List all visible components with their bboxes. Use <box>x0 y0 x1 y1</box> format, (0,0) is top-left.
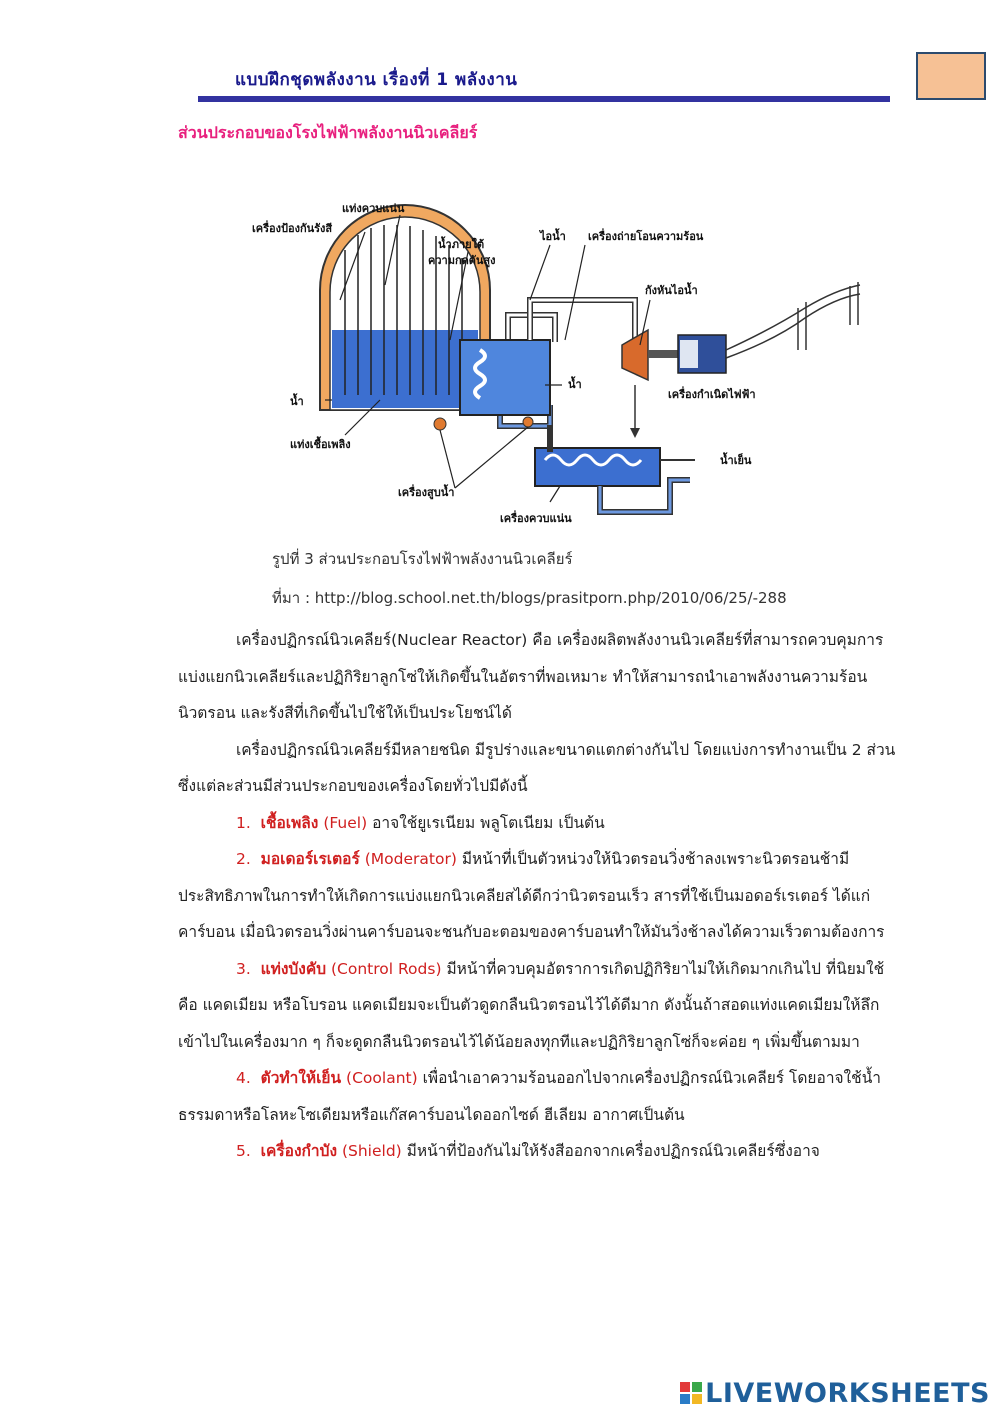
item-text: มีหน้าที่ควบคุมอัตราการเกิดปฏิกิริยาไม่ให้เกิดมากเกินไป ที่นิยมใช้คือ แคดเมียม หรือโบรอน แคดเมียมจะเป็นตัวดูดกลืนนิวตรอนไว้ได้ดีมาก ดังนั้นถ้าสอดแท่งแคดเมียมให้ลึกเข้าไปในเครื่องมาก ๆ ก็จะดูดกลืนนิวตรอนไว้ได้น้อยลงทุกทีและปฏิกิริยาลูกโซ่ก็จะค่อย ๆ เพิ่มขึ้นตามมา <box>178 959 885 1051</box>
item-number: 1. <box>236 813 251 832</box>
secondary-pump <box>523 417 533 427</box>
label-control-rod: แท่งควบแน่น <box>342 202 405 215</box>
list-item <box>178 1060 898 1133</box>
item-text: อาจใช้ยูเรเนียม พลูโตเนียม เป็นต้น <box>372 813 605 832</box>
item-number: 3. <box>236 959 251 978</box>
item-english: (Shield) <box>341 1142 402 1160</box>
primary-pump <box>434 418 446 430</box>
header-title: แบบฝึกชุดพลังงาน เรื่องที่ 1 พลังงาน <box>235 70 518 90</box>
item-english: (Moderator) <box>364 850 457 868</box>
label-water-left: น้ำ <box>290 395 304 408</box>
heat-exchanger-box <box>460 340 550 415</box>
label-condenser: เครื่องควบแน่น <box>500 512 572 525</box>
item-term: เชื้อเพลิง <box>260 813 319 832</box>
list-item <box>178 1133 898 1170</box>
item-term: แท่งบังคับ <box>260 959 327 978</box>
item-text: มีหน้าที่เป็นตัวหน่วงให้นิวตรอนวิ่งช้าลงเพราะนิวตรอนช้ามีประสิทธิภาพในการทำให้เกิดการแบ่งแยกนิวเคลียสได้ดีกว่านิวตรอนเร็ว สารที่ใช้เป็นมอดอร์เรเตอร์ ได้แก่ คาร์บอน เมื่อนิวตรอนวิ่งผ่านคาร์บอนจะชนกับอะตอมของคาร์บอนทำให้มันวิ่งช้าลงได้ความเร็วตามต้องการ <box>178 850 885 941</box>
item-term: ตัวทำให้เย็น <box>260 1069 342 1087</box>
label-pump: เครื่องสูบน้ำ <box>398 486 455 499</box>
label-steam: ไอน้ำ <box>540 230 566 243</box>
list-item <box>178 805 898 842</box>
item-text: มีหน้าที่ป้องกันไม่ให้รังสีออกจากเครื่องปฏิกรณ์นิวเคลียร์ซึ่งอาจ <box>406 1142 820 1160</box>
liveworksheets-mark-icon <box>680 1382 702 1404</box>
figure-source: ที่มา : http://blog.school.net.th/blogs/prasitporn.php/2010/06/25/-288 <box>272 589 787 607</box>
reactor-water <box>332 330 478 408</box>
label-pressurized-water: น้ำภายใต้ <box>438 238 485 251</box>
label-generator: เครื่องกำเนิดไฟฟ้า <box>668 388 756 401</box>
label-heat-exchanger: เครื่องถ่ายโอนความร้อน <box>588 230 704 243</box>
paragraph-2: เครื่องปฏิกรณ์นิวเคลียร์มีหลายชนิด มีรูปร่างและขนาดแตกต่างกันไป โดยแบ่งการทำงานเป็น 2 ส่วน ซึ่งแต่ละส่วนมีส่วนประกอบของเครื่องโดยทั่วไปมีดังนี้ <box>178 740 896 795</box>
figure-caption: รูปที่ 3 ส่วนประกอบโรงไฟฟ้าพลังงานนิวเคลียร์ <box>272 550 573 568</box>
label-shield: เครื่องป้องกันรังสี <box>252 222 333 235</box>
list-item <box>178 841 898 951</box>
header-divider <box>198 96 890 102</box>
label-turbine: กังหันไอน้ำ <box>645 284 698 297</box>
section-title: ส่วนประกอบของโรงไฟฟ้าพลังงานนิวเคลียร์ <box>178 123 478 142</box>
paragraph-1: เครื่องปฏิกรณ์นิวเคลียร์(Nuclear Reactor) คือ เครื่องผลิตพลังงานนิวเคลียร์ที่สามารถควบคุมการแบ่งแยกนิวเคลียร์และปฏิกิริยาลูกโซ่ให้เกิดขึ้นในอัตราที่พอเหมาะ ทำให้สามารถนำเอาพลังงานความร้อน นิวตรอน และรังสีที่เกิดขึ้นไปใช้ให้เป็นประโยชน์ได้ <box>178 631 884 722</box>
body-text <box>178 622 898 1170</box>
brand-text: LIVEWORKSHEETS <box>705 1378 990 1409</box>
item-term: เครื่องกำบัง <box>260 1142 338 1160</box>
item-term: มอเดอร์เรเตอร์ <box>260 850 360 868</box>
power-line <box>726 285 860 350</box>
list-item <box>178 951 898 1061</box>
item-text: เพื่อนำเอาความร้อนออกไปจากเครื่องปฏิกรณ์นิวเคลียร์ โดยอาจใช้น้ำธรรมดาหรือโลหะโซเดียมหรือแก๊สคาร์บอนไดออกไซด์ ฮีเลียม อากาศเป็นต้น <box>178 1069 882 1124</box>
label-fuel-rod: แท่งเชื้อเพลิง <box>290 438 351 451</box>
item-english: (Coolant) <box>346 1069 418 1087</box>
label-water-right: น้ำ <box>568 378 582 391</box>
item-english: (Fuel) <box>323 813 368 832</box>
shaft <box>648 350 678 358</box>
item-english: (Control Rods) <box>330 959 442 978</box>
steam-turbine <box>622 330 648 380</box>
label-cold-water: น้ำเย็น <box>720 454 752 467</box>
liveworksheets-logo[interactable] <box>680 1378 990 1409</box>
page-corner-box <box>916 52 986 100</box>
item-number: 4. <box>236 1069 251 1087</box>
label-pressurized-water-2: ความกดดันสูง <box>428 254 496 267</box>
steam-pipe <box>530 300 635 345</box>
item-number: 2. <box>236 850 251 868</box>
nuclear-plant-diagram <box>250 190 870 530</box>
item-number: 5. <box>236 1142 251 1160</box>
